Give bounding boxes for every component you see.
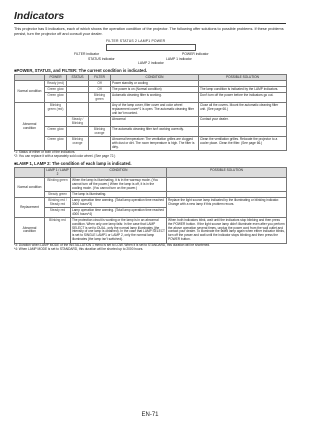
- panel-box: [106, 44, 196, 51]
- power-indicator-label: POWER indicator: [182, 52, 209, 57]
- indicator-table-1: [14, 74, 287, 151]
- table-row: Abnormal condition Blinking green (red) Any of the lamp cover, filter cover and color wheel replacement cover*1 is open. The automatic cleaning filter unit isn't mounted. Close all the covers. Mount the automatic cleaning filter unit. (See page 66.): [15, 103, 287, 117]
- intro-text: This projector has 5 indicators, each of which shows the operation condition of the projector. The following offer solutions to possible problems. If these problems persist, turn the projector off and consult your dealer.: [14, 27, 284, 36]
- table-row: Steady red Lamp operation time warning. (Total lamp operation time reached 4000 hours*4): [15, 208, 287, 218]
- header-condition: CONDITION: [71, 168, 167, 178]
- header-filter: FILTER: [89, 75, 111, 81]
- header-power: POWER: [45, 75, 67, 81]
- section2-heading: ■ LAMP 1, LAMP 2: The condition of each lamp is indicated.: [14, 161, 286, 166]
- footnote: *3: Duration when LAMP MODE of the INSTALLATION 1 menu is set to LOW. When it is set to STANDARD, this duration will be shortened.: [14, 242, 211, 247]
- header-solution: POSSIBLE SOLUTION: [199, 75, 287, 81]
- footnote: *2: You can replace it with a separately sold color wheel. (See page 72.): [14, 154, 116, 159]
- footnote: *1: Status of either or both of the indicators.: [14, 150, 76, 155]
- table-row: Green glow Blinking green Automatic cleaning filter is working. Don't turn off the power before the indicators go out.: [15, 93, 287, 103]
- header-solution: POSSIBLE SOLUTION: [167, 168, 287, 178]
- lamp1-indicator-label: LAMP 1 indicator: [166, 57, 192, 62]
- header-condition: CONDITION: [111, 75, 199, 81]
- table-row: Replacement Blinking red / Steady red Lamp operation time warning. (Total lamp operation time reached 3000 hours*3) Replace the light source lamp indicated by the illuminating or blinking indicator. Change with a new lamp if this problem recurs.: [15, 198, 287, 208]
- table-row: Normal condition Blinking green When the lamp is illuminating, it is in the warmup mode. (You cannot turn off the power.) When the lamp is off, it is in the cooling mode. (You cannot turn on the power.): [15, 178, 287, 192]
- page-number: EN-71: [141, 412, 159, 418]
- normal-condition-label: Normal condition: [15, 81, 45, 103]
- indicator-table-2: [14, 167, 287, 244]
- panel-top-labels: FILTER STATUS 2 LAMP1 POWER: [106, 39, 166, 44]
- header-lamp: LAMP 1 / LAMP 2: [46, 167, 69, 176]
- abnormal-condition-label: Abnormal condition: [15, 103, 45, 151]
- status-indicator-label: STATUS indicator: [88, 57, 115, 62]
- header-status: STATUS: [67, 75, 89, 81]
- lamp2-indicator-label: LAMP 2 indicator: [138, 61, 164, 66]
- table-row: Steady / Blinking Abnormal Contact your dealer.: [15, 117, 287, 127]
- indicator-panel-diagram: [14, 39, 286, 65]
- table-row: Steady green The lamp is illuminating.: [15, 192, 287, 198]
- table-row: Abnormal condition Blinking red The protection circuit is working or the lamp is in an abnormal condition. When only one lamp fails: In the case that LAMP SELECT is set to DUAL, only the normal lamp illuminates (the intensity of one lamp is obtained). In the case that LAMP SELECT is set to SINGLE LAMP1 or LAMP 2, only the normal lamp illuminates (the lamp isn't switched). When both indicators blink, wait until the indicators stop blinking and then press the POWER button. If the light source lamp didn't illuminate even after you perform the above operation several times, unplug the power cord from the wall outlet and contact your dealer. To illuminate the failed lamp again when either indicator blinks, turn off the power and wait until the indicator stops blinking and then press the POWER button.: [15, 218, 287, 244]
- table-row: Green glow Blinking orange The automatic cleaning filter isn't working correctly.: [15, 127, 287, 137]
- footnote: *4: When LAMP MODE is set to STANDARD, this duration will be shorted up to 2000 hours.: [14, 246, 144, 251]
- section1-heading: ■ POWER, STATUS, and FILTER: The current condition is indicated.: [14, 68, 286, 73]
- table-row: Normal condition Ready (red) Off Power standby or cooling: [15, 81, 287, 87]
- page: [14, 10, 286, 252]
- page-title: Indicators: [14, 10, 286, 24]
- table-row: Green glow Off The power is on (Normal condition) The lamp condition is indicated by the LAMP indicators.: [15, 87, 287, 93]
- filter-indicator-label: FILTER indicator: [74, 52, 100, 57]
- table-row: Green glow Blinking orange Abnormal temperature: The ventilation grilles are clogged with dust or dirt. The room temperature is high. The filter is dirty. Clean the ventilation grilles. Relocate the projector to a cooler place. Clean the filter. (See page 66.): [15, 137, 287, 151]
